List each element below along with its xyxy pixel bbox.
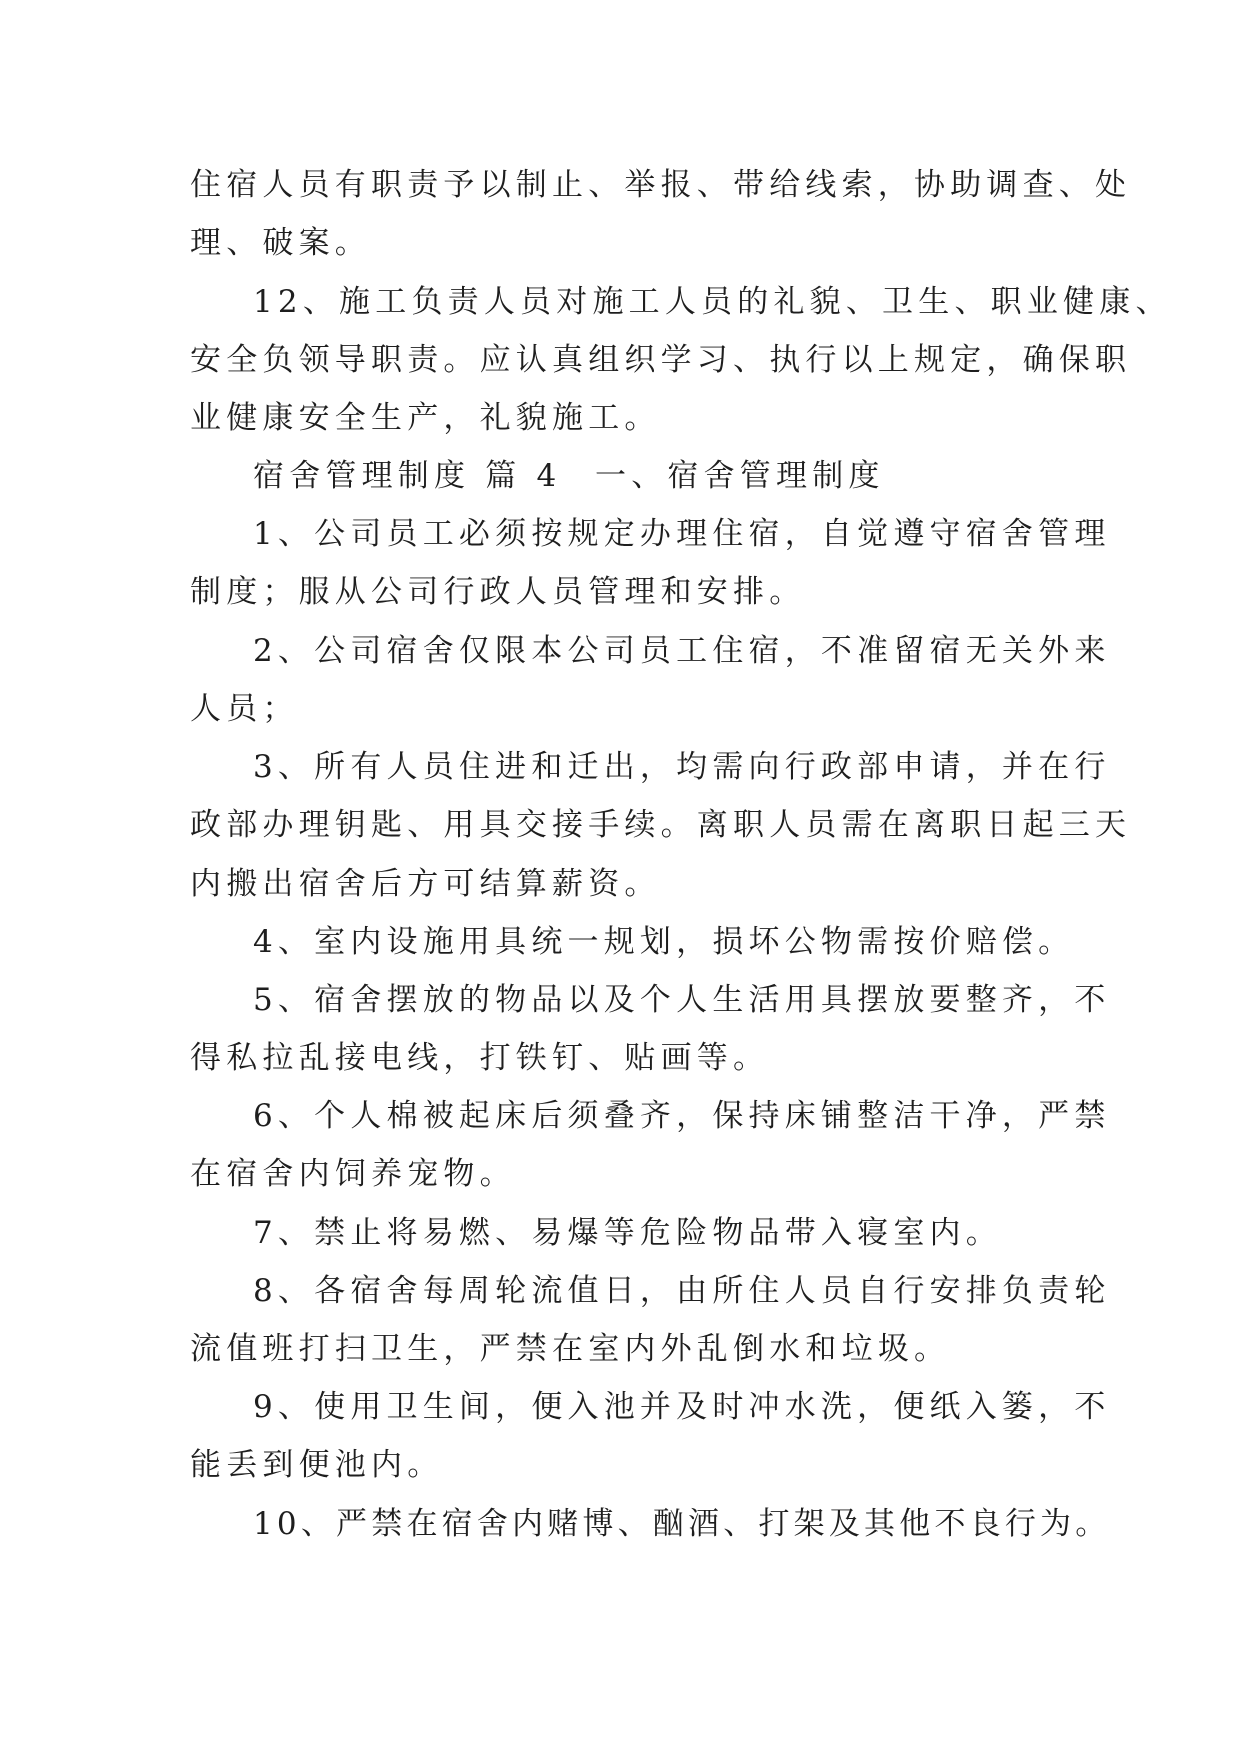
text-line: 12、施工负责人员对施工人员的礼貌、卫生、职业健康、 xyxy=(253,284,1172,320)
text-line: 9、使用卫生间，便入池并及时冲水洗，便纸入篓，不 xyxy=(253,1389,1111,1425)
text-line: 人员； xyxy=(190,691,299,727)
text-line: 3、所有人员住进和迁出，均需向行政部申请，并在行 xyxy=(253,749,1111,785)
text-line: 10、严禁在宿舍内赌博、酗酒、打架及其他不良行为。 xyxy=(253,1506,1111,1542)
text-line: 5、宿舍摆放的物品以及个人生活用具摆放要整齐，不 xyxy=(253,982,1111,1018)
text-line: 政部办理钥匙、用具交接手续。离职人员需在离职日起三天 xyxy=(190,807,1132,843)
text-line: 内搬出宿舍后方可结算薪资。 xyxy=(190,866,661,902)
text-line: 流值班打扫卫生，严禁在室内外乱倒水和垃圾。 xyxy=(190,1331,951,1367)
text-line: 6、个人棉被起床后须叠齐，保持床铺整洁干净，严禁 xyxy=(253,1098,1111,1134)
text-line: 4、室内设施用具统一规划，损坏公物需按价赔偿。 xyxy=(253,924,1075,960)
text-line: 业健康安全生产，礼貌施工。 xyxy=(190,400,661,436)
text-line: 7、禁止将易燃、易爆等危险物品带入寝室内。 xyxy=(253,1215,1002,1251)
text-line: 理、破案。 xyxy=(190,225,371,261)
text-line: 2、公司宿舍仅限本公司员工住宿，不准留宿无关外来 xyxy=(253,633,1111,669)
text-line: 在宿舍内饲养宠物。 xyxy=(190,1156,516,1192)
section-subheading: 一、宿舍管理制度 xyxy=(595,458,885,494)
text-line: 安全负领导职责。应认真组织学习、执行以上规定，确保职 xyxy=(190,342,1132,378)
text-line: 住宿人员有职责予以制止、举报、带给线索，协助调查、处 xyxy=(190,167,1132,203)
text-line: 8、各宿舍每周轮流值日，由所住人员自行安排负责轮 xyxy=(253,1273,1111,1309)
text-line: 制度；服从公司行政人员管理和安排。 xyxy=(190,574,806,610)
text-line: 能丢到便池内。 xyxy=(190,1447,444,1483)
section-heading: 宿舍管理制度 篇 4 xyxy=(253,458,562,494)
text-line: 得私拉乱接电线，打铁钉、贴画等。 xyxy=(190,1040,770,1076)
text-line: 1、公司员工必须按规定办理住宿，自觉遵守宿舍管理 xyxy=(253,516,1111,552)
